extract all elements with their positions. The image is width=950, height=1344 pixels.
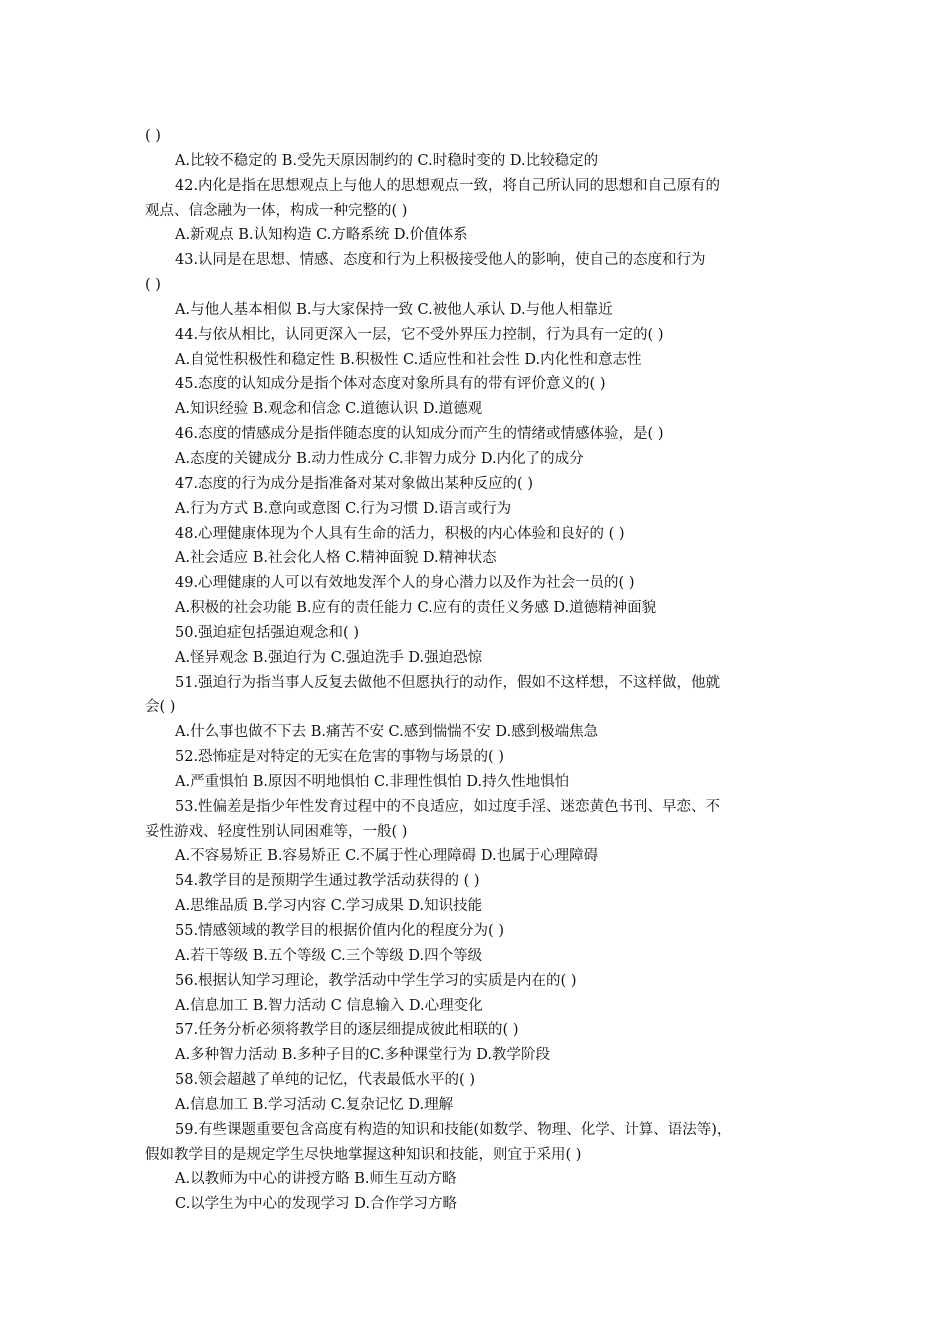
text-line: 48.心理健康体现为个人具有生命的活力，积极的内心体验和良好的 ( ) [175,525,625,542]
text-line: 57.任务分析必须将教学目的逐层细提成彼此相联的( ) [175,1022,519,1039]
text-line: 观点、信念融为一体，构成一种完整的( ) [145,202,408,219]
text-line: 51.强迫行为指当事人反复去做他不但愿执行的动作，假如不这样想，不这样做，他就 [175,674,721,691]
text-line: 妥性游戏、轻度性别认同困难等，一般( ) [145,823,408,840]
text-line: A.思维品质 B.学习内容 C.学习成果 D.知识技能 [175,898,483,915]
text-line: 46.态度的情感成分是指伴随态度的认知成分而产生的情绪或情感体验，是( ) [175,426,664,443]
text-line: 54.教学目的是预期学生通过教学活动获得的 ( ) [175,873,480,890]
text-line: A.什么事也做不下去 B.痛苦不安 C.感到惴惴不安 D.感到极端焦急 [175,724,599,741]
text-line: A.自觉性积极性和稳定性 B.积极性 C.适应性和社会性 D.内化性和意志性 [175,351,642,368]
text-line: A.严重惧怕 B.原因不明地惧怕 C.非理性惧怕 D.持久性地惧怕 [175,773,570,790]
text-line: A.信息加工 B.智力活动 C 信息输入 D.心理变化 [175,997,483,1014]
text-line: A.以教师为中心的讲授方略 B.师生互动方略 [175,1171,457,1188]
text-line: A.新观点 B.认知构造 C.方略系统 D.价值体系 [175,227,468,244]
text-line: 59.有些课题重要包含高度有构造的知识和技能(如数学、物理、化学、计算、语法等)， [175,1121,732,1138]
text-line: A.社会适应 B.社会化人格 C.精神面貌 D.精神状态 [175,550,497,567]
text-line: A.知识经验 B.观念和信念 C.道德认识 D.道德观 [175,401,483,418]
text-line: A.比较不稳定的 B.受先天原因制约的 C.时稳时变的 D.比较稳定的 [175,152,599,169]
text-line: A.若干等级 B.五个等级 C.三个等级 D.四个等级 [175,947,483,964]
text-line: A.多种智力活动 B.多种子目的C.多种课堂行为 D.教学阶段 [175,1047,550,1064]
document-body [145,124,813,1217]
text-line: A.积极的社会功能 B.应有的责任能力 C.应有的责任义务感 D.道德精神面貌 [175,600,657,617]
text-line: 44.与依从相比，认同更深入一层，它不受外界压力控制，行为具有一定的( ) [175,326,664,343]
text-line: 52.恐怖症是对特定的无实在危害的事物与场景的( ) [175,749,504,766]
text-line: 49.心理健康的人可以有效地发浑个人的身心潜力以及作为社会一员的( ) [175,575,635,592]
text-line: A.与他人基本相似 B.与大家保持一致 C.被他人承认 D.与他人相靠近 [175,301,613,318]
text-line: ( ) [145,277,161,294]
text-line: 58.领会超越了单纯的记忆，代表最低水平的( ) [175,1072,475,1089]
text-line: A.态度的关键成分 B.动力性成分 C.非智力成分 D.内化了的成分 [175,450,584,467]
text-line: 50.强迫症包括强迫观念和( ) [175,624,359,641]
text-line: 43.认同是在思想、情感、态度和行为上积极接受他人的影响，使自己的态度和行为 [175,252,706,269]
text-line: A.怪异观念 B.强迫行为 C.强迫洗手 D.强迫恐惊 [175,649,483,666]
text-line: 55.情感领域的教学目的根据价值内化的程度分为( ) [175,923,504,939]
text-line: A.信息加工 B.学习活动 C.复杂记忆 D.理解 [175,1096,454,1113]
text-line: A.不容易矫正 B.容易矫正 C.不属于性心理障碍 D.也属于心理障碍 [175,848,599,865]
text-line: 42.内化是指在思想观点上与他人的思想观点一致，将自己所认同的思想和自己原有的 [175,177,721,194]
text-line: 56.根据认知学习理论，教学活动中学生学习的实质是内在的( ) [175,972,577,989]
text-line: 会( ) [145,699,176,716]
text-line: ( ) [145,128,161,144]
text-line: A.行为方式 B.意向或意图 C.行为习惯 D.语言或行为 [175,500,512,517]
text-line: 45.态度的认知成分是指个体对态度对象所具有的带有评价意义的( ) [175,376,606,393]
text-line: C.以学生为中心的发现学习 D.合作学习方略 [175,1196,458,1213]
text-line: 假如教学目的是规定学生尽快地掌握这种知识和技能，则宜于采用( ) [145,1146,582,1163]
text-line: 47.态度的行为成分是指准备对某对象做出某种反应的( ) [175,475,533,492]
text-line: 53.性偏差是指少年性发育过程中的不良适应，如过度手淫、迷恋黄色书刊、早恋、不 [175,798,721,815]
